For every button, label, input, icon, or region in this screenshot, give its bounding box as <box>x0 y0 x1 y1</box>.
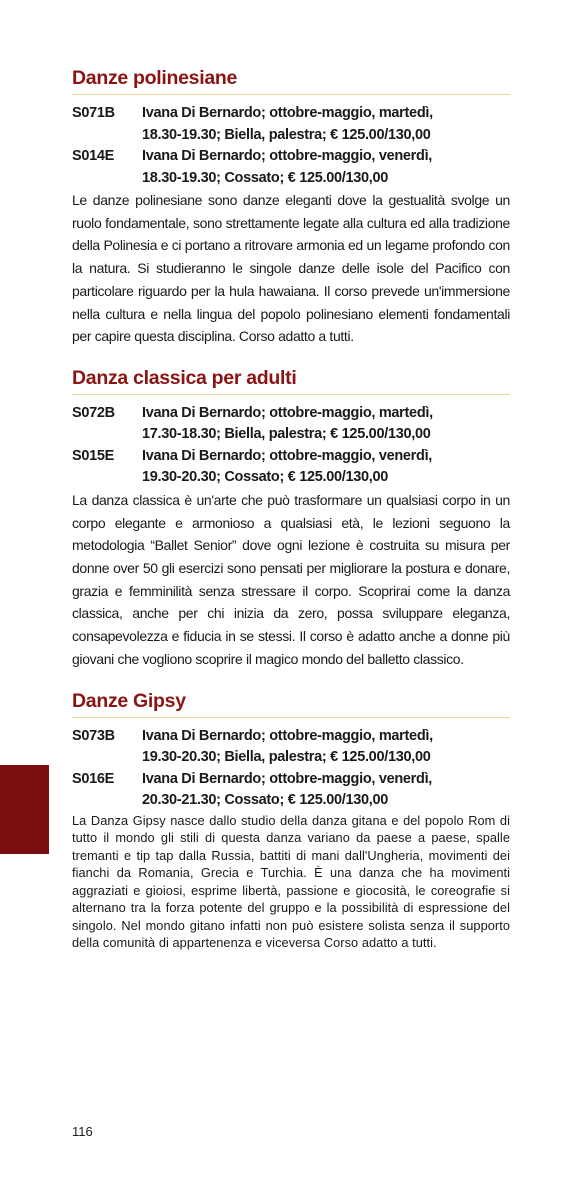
course-code: S015E <box>72 447 115 464</box>
course-info <box>142 146 510 189</box>
chapter-tab <box>0 765 49 854</box>
course-code: S016E <box>72 770 115 787</box>
course-info-line1: Ivana Di Bernardo; ottobre-maggio, venerdì, <box>142 447 433 464</box>
section-title: Danze Gipsy <box>72 689 510 718</box>
course-info <box>142 769 510 812</box>
course-info-line2: 20.30-21.30; Cossato; € 125.00/130,00 <box>142 792 389 809</box>
section-danze-polinesiane <box>72 66 510 348</box>
course-entry <box>72 146 510 189</box>
course-info-line1: Ivana Di Bernardo; ottobre-maggio, venerdì, <box>142 770 433 787</box>
section-title: Danze polinesiane <box>72 66 510 95</box>
course-info-line2: 18.30-19.30; Cossato; € 125.00/130,00 <box>142 169 389 186</box>
course-code: S014E <box>72 148 115 164</box>
course-info <box>142 103 510 146</box>
course-list <box>72 103 510 189</box>
course-list <box>72 403 510 489</box>
course-code: S073B <box>72 727 115 744</box>
section-description: La danza classica è un'arte che può trasformare un qualsiasi corpo in un corpo elegante e armonioso a qualsiasi età, le lezioni seguono la metodologia “Ballet Senior” dove ogni lezione è costruita su misura per donne over 50 gli esercizi sono pensati per migliorare la postura e donare, grazia e femminilità senza stressare il corpo. Scoprirai come la danza classica, anche per chi inizia da zero, possa sviluppare eleganza, consapevolezza e fiducia in se stessi. Il corso è adatto anche a donne più giovani che vogliono scoprire il magico mondo del balletto classico. <box>72 491 510 667</box>
course-info-line2: 19.30-20.30; Biella, palestra; € 125.00/130,00 <box>142 749 431 766</box>
course-info-line1: Ivana Di Bernardo; ottobre-maggio, martedì, <box>142 727 433 744</box>
course-code: S072B <box>72 404 115 421</box>
course-entry <box>72 446 510 489</box>
course-info-line1: Ivana Di Bernardo; ottobre-maggio, martedì, <box>142 404 433 421</box>
page-content <box>72 66 510 970</box>
course-code: S071B <box>72 105 115 121</box>
course-info-line2: 19.30-20.30; Cossato; € 125.00/130,00 <box>142 469 389 486</box>
page-number: 116 <box>72 1124 93 1139</box>
course-info-line2: 17.30-18.30; Biella, palestra; € 125.00/130,00 <box>142 426 431 443</box>
course-info-line1: Ivana Di Bernardo; ottobre-maggio, martedì, <box>142 105 433 121</box>
course-info-line2: 18.30-19.30; Biella, palestra; € 125.00/130,00 <box>142 126 431 143</box>
section-title: Danza classica per adulti <box>72 366 510 395</box>
section-description: La Danza Gipsy nasce dallo studio della danza gitana e del popolo Rom di tutto il mondo gli stili di questa danza variano da paese a paese, spalle tremanti e tip tap dalla Russia, battiti di mani dall'Ungheria, movimenti dei fianchi da Romania, Grecia e Turchia. È una danza che ha movimenti aggraziati e gioiosi, esprime libertà, passione e giocosità, le coreografie si alternano tra la forza potente del gruppo e la possibilità di espressione del singolo. Nel mondo gitano infatti non può esistere solista senza il supporto della comunità di appartenenza e viceversa Corso adatto a tutti. <box>72 812 510 951</box>
course-info <box>142 403 510 446</box>
course-info-line1: Ivana Di Bernardo; ottobre-maggio, venerdì, <box>142 148 433 164</box>
section-danze-gipsy <box>72 689 510 952</box>
course-entry <box>72 726 510 769</box>
course-entry <box>72 769 510 812</box>
section-description: Le danze polinesiane sono danze eleganti dove la gestualità svolge un ruolo fondamentale, sono strettamente legate alla cultura ed alla tradizione della Polinesia e ci portano a ritrovare armonia ed un legame profondo con la natura. Si studieranno le singole danze delle isole del Pacifico con particolare riguardo per la hula hawaiana. Il corso prevede un'immersione nella cultura e nella lingua del popolo polinesiano elementi fondamentali per capire questa disciplina. Corso adatto a tutti. <box>72 192 510 345</box>
course-list <box>72 726 510 812</box>
course-info <box>142 446 510 489</box>
section-danza-classica <box>72 366 510 671</box>
course-entry <box>72 103 510 146</box>
course-info <box>142 726 510 769</box>
course-entry <box>72 403 510 446</box>
